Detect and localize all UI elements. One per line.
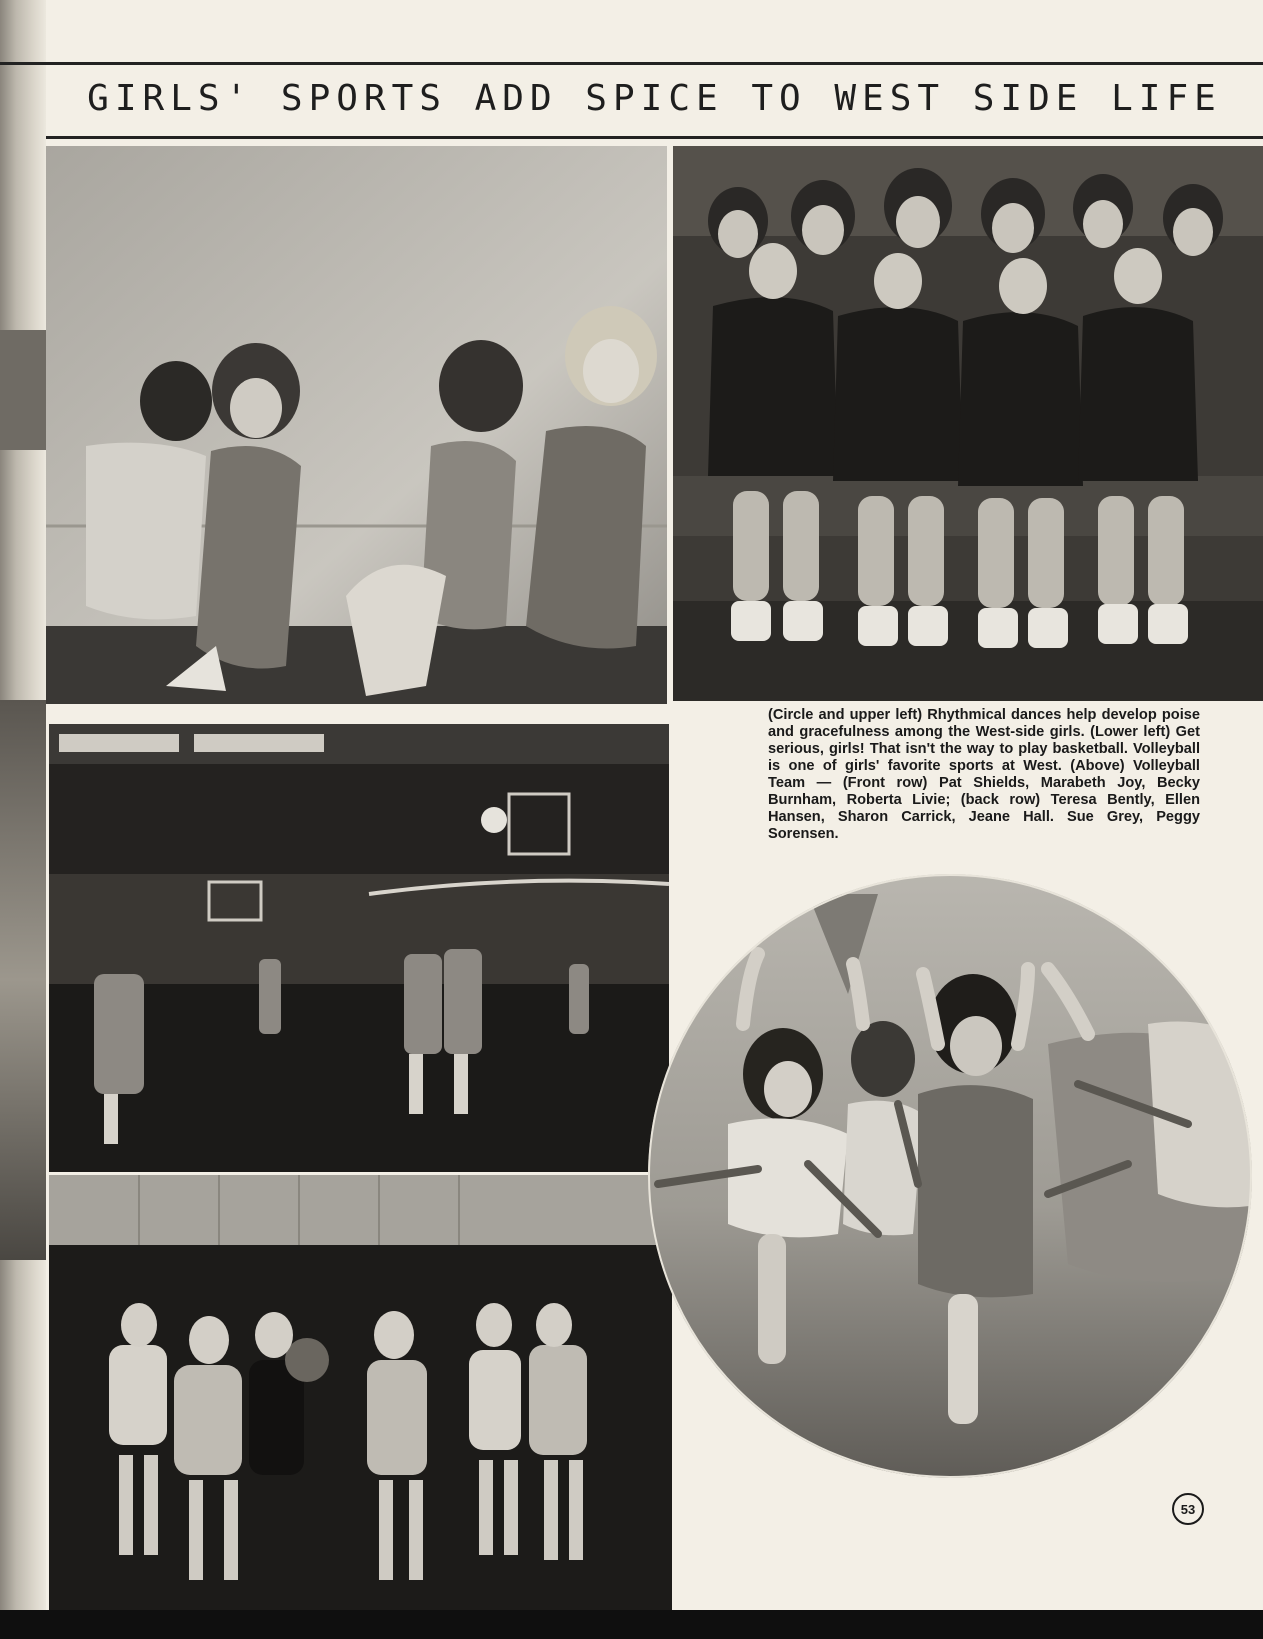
page-number: 53 [1172, 1493, 1204, 1525]
upper-right-volleyball-team-photo [673, 146, 1263, 701]
title-rule-top [0, 62, 1263, 65]
facing-page-photo-fragment [0, 330, 46, 450]
bottom-scan-band [0, 1610, 1263, 1639]
photo-caption: (Circle and upper left) Rhythmical dances help develop poise and gracefulness among the West-side girls. (Lower left) Get serious, girls! That isn't the way to play basketball. Volleyball is one of girls' favorite sports at West. (Above) Volleyball Team — (Front row) Pat Shields, Marabeth Joy, Becky Burnham, Roberta Livie; (back row) Teresa Bently, Ellen Hansen, Sharon Carrick, Jeane Hall. Sue Grey, Peggy Sorensen. [768, 707, 1200, 842]
page-title: GIRLS' SPORTS ADD SPICE TO WEST SIDE LIFE [87, 78, 1222, 119]
middle-left-volleyball-game-photo [49, 724, 669, 1172]
circle-dance-photo [648, 874, 1263, 1478]
facing-page-edge [0, 0, 46, 1610]
lower-left-basketball-game-photo [49, 1175, 672, 1610]
title-rule-bottom [46, 136, 1263, 139]
upper-left-dance-photo [46, 146, 667, 704]
facing-page-photo-fragment [0, 700, 46, 1260]
